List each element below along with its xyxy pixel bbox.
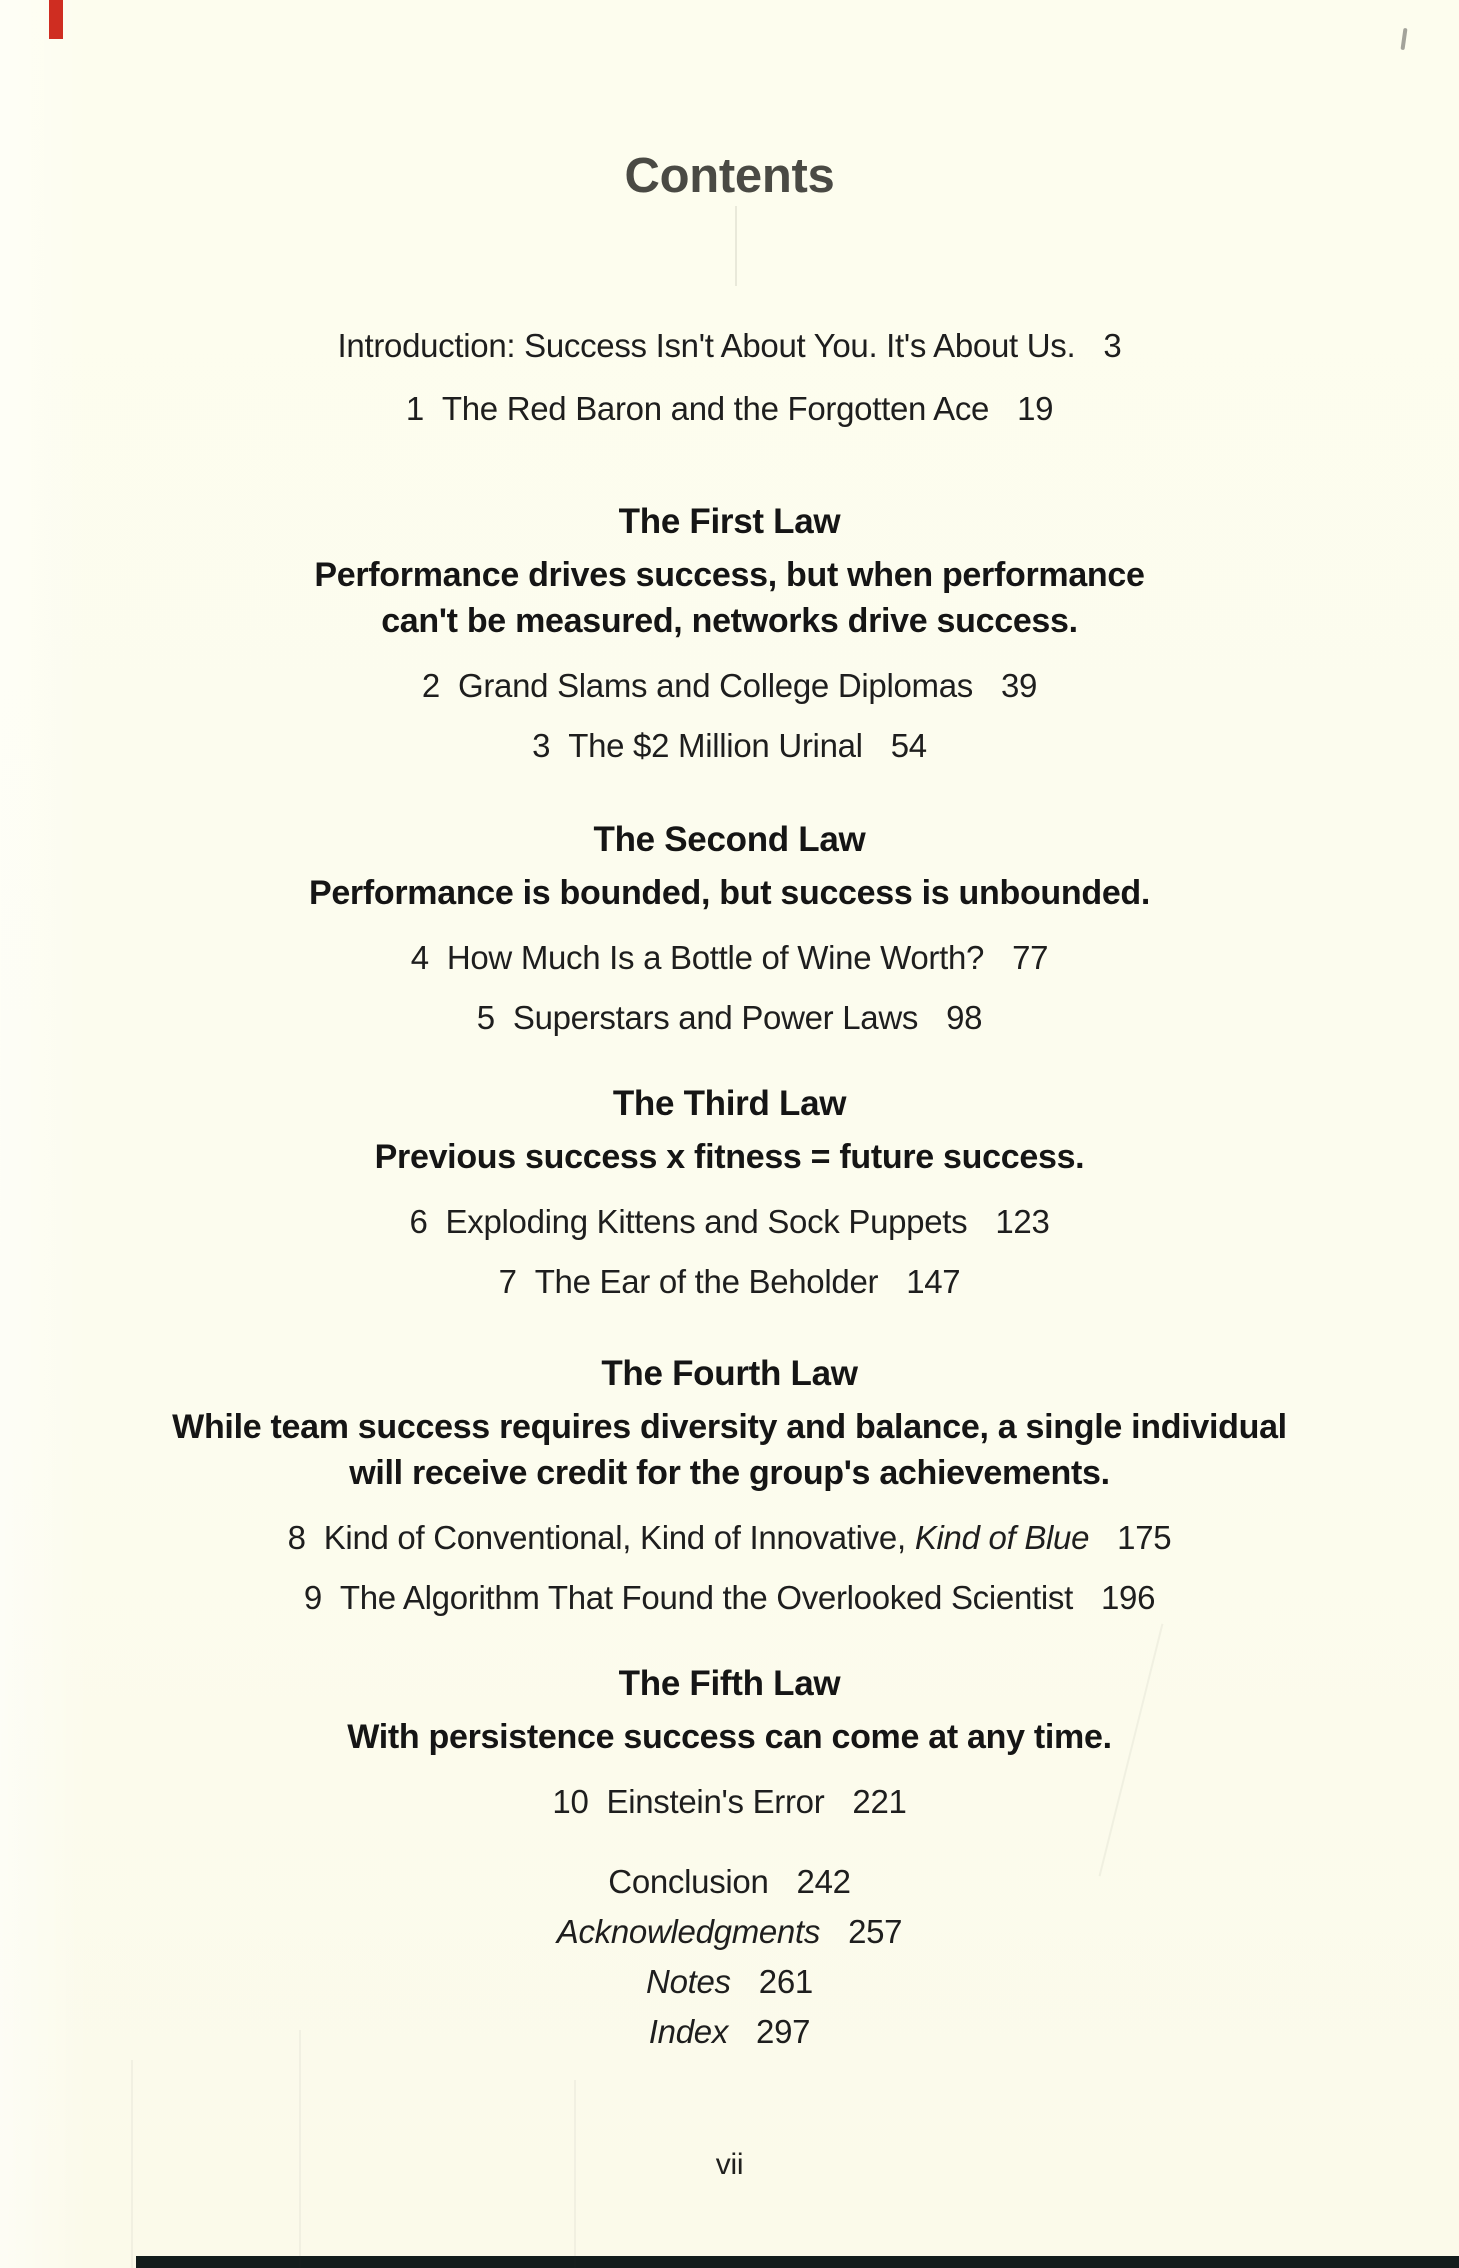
toc-entry-chapter-4 [0,940,1459,976]
page-number: 3 [1103,327,1122,364]
chapter-title: The Red Baron and the Forgotten Ace [441,390,990,427]
toc-entry-chapter-2 [0,668,1459,704]
law-statement-line: will receive credit for the group's achievements. [349,1454,1110,1492]
toc-entry-chapter-8 [0,1520,1459,1556]
chapter-number: 1 [405,390,424,427]
page-number: 257 [848,1913,903,1950]
law-chapter-list [0,940,1459,1036]
law-section-second [0,820,1459,1036]
chapter-title-italic: Kind of Blue [914,1519,1090,1556]
toc-entry-index [0,2014,1459,2050]
law-statement [0,552,1459,644]
chapter-number: 6 [409,1203,428,1240]
toc-entry-chapter-1 [0,391,1459,427]
law-section-fourth [0,1354,1459,1616]
page-title: Contents [624,149,835,203]
entry-title: Notes [646,1963,731,2000]
page-number: 77 [1012,939,1049,976]
chapter-number: 9 [303,1579,322,1616]
toc-entry-chapter-6 [0,1204,1459,1240]
chapter-number: 2 [421,667,440,704]
page-number: 39 [1000,667,1038,704]
back-matter-list [0,1864,1459,2050]
toc-entry-chapter-7 [0,1264,1459,1300]
law-section-first [0,502,1459,764]
toc-entry-conclusion [0,1864,1459,1900]
toc-entry-chapter-9 [0,1580,1459,1616]
chapter-title: Superstars and Power Laws [512,999,919,1036]
page-number: 196 [1100,1579,1156,1616]
law-statement-line: While team success requires diversity and balance, a single individual [172,1408,1287,1446]
folio-page-number: vii [715,2148,744,2181]
toc-entry-chapter-3 [0,728,1459,764]
chapter-title: How Much Is a Bottle of Wine Worth? [446,939,985,976]
chapter-number: 7 [498,1263,517,1300]
page-number: 123 [995,1203,1050,1240]
law-heading: The Third Law [612,1084,847,1123]
chapter-title: Grand Slams and College Diplomas [457,667,973,704]
law-statement-line: Performance is bounded, but success is unbounded. [308,874,1151,912]
toc-entry-chapter-10 [0,1784,1459,1820]
page-number: 175 [1117,1519,1172,1556]
toc-entry-notes [0,1964,1459,2000]
law-statement [0,870,1459,916]
law-statement-line: With persistence success can come at any time. [347,1718,1112,1756]
law-heading: The Fifth Law [618,1664,841,1703]
entry-title: Introduction: Success Isn't About You. It's About Us. [337,327,1076,364]
law-heading: The Fourth Law [601,1354,858,1393]
scan-artifact-red-edge-mark [49,0,63,39]
law-section-fifth [0,1664,1459,1820]
scan-artifact-crease [574,2080,576,2268]
chapter-title: Exploding Kittens and Sock Puppets [445,1203,968,1240]
law-statement [0,1404,1459,1496]
law-heading: The First Law [618,502,841,541]
scan-artifact-crease [131,2060,133,2268]
entry-title: Index [648,2013,729,2050]
page-number: 242 [796,1863,851,1900]
law-statement-line: Performance drives success, but when performance [314,556,1145,594]
chapter-number: 8 [287,1519,306,1556]
law-section-third [0,1084,1459,1300]
law-statement-line: Previous success x fitness = future success. [374,1138,1085,1176]
page-number: 297 [756,2013,811,2050]
page-number: 98 [946,999,983,1036]
chapter-title: Einstein's Error [606,1783,825,1820]
toc-entry-introduction [0,328,1459,364]
law-chapter-list [0,668,1459,764]
law-statement-line: can't be measured, networks drive success. [381,602,1078,640]
entry-title: Acknowledgments [556,1913,821,1950]
page-number: 147 [906,1263,961,1300]
chapter-title: The Ear of the Beholder [534,1263,879,1300]
law-chapter-list [0,1784,1459,1820]
toc-entry-chapter-5 [0,1000,1459,1036]
law-statement [0,1134,1459,1180]
chapter-number: 10 [552,1783,589,1820]
scan-artifact-crease [735,206,737,286]
chapter-title: Kind of Conventional, Kind of Innovative, [323,1519,906,1556]
chapter-number: 3 [532,727,551,764]
chapter-title: The $2 Million Urinal [568,727,863,764]
chapter-title: The Algorithm That Found the Overlooked Scientist [339,1579,1073,1616]
law-statement [0,1714,1459,1760]
law-chapter-list [0,1520,1459,1616]
entry-title: Conclusion [608,1863,769,1900]
scan-artifact-bottom-bar [136,2256,1459,2268]
toc-entry-acknowledgments [0,1914,1459,1950]
law-heading: The Second Law [593,820,866,859]
law-chapter-list [0,1204,1459,1300]
scan-artifact-crease [299,2030,301,2268]
chapter-number: 5 [476,999,495,1036]
page-number: 221 [852,1783,907,1820]
page-number: 54 [890,727,927,764]
chapter-number: 4 [410,939,429,976]
page-number: 19 [1017,390,1054,427]
page-number: 261 [758,1963,813,2000]
